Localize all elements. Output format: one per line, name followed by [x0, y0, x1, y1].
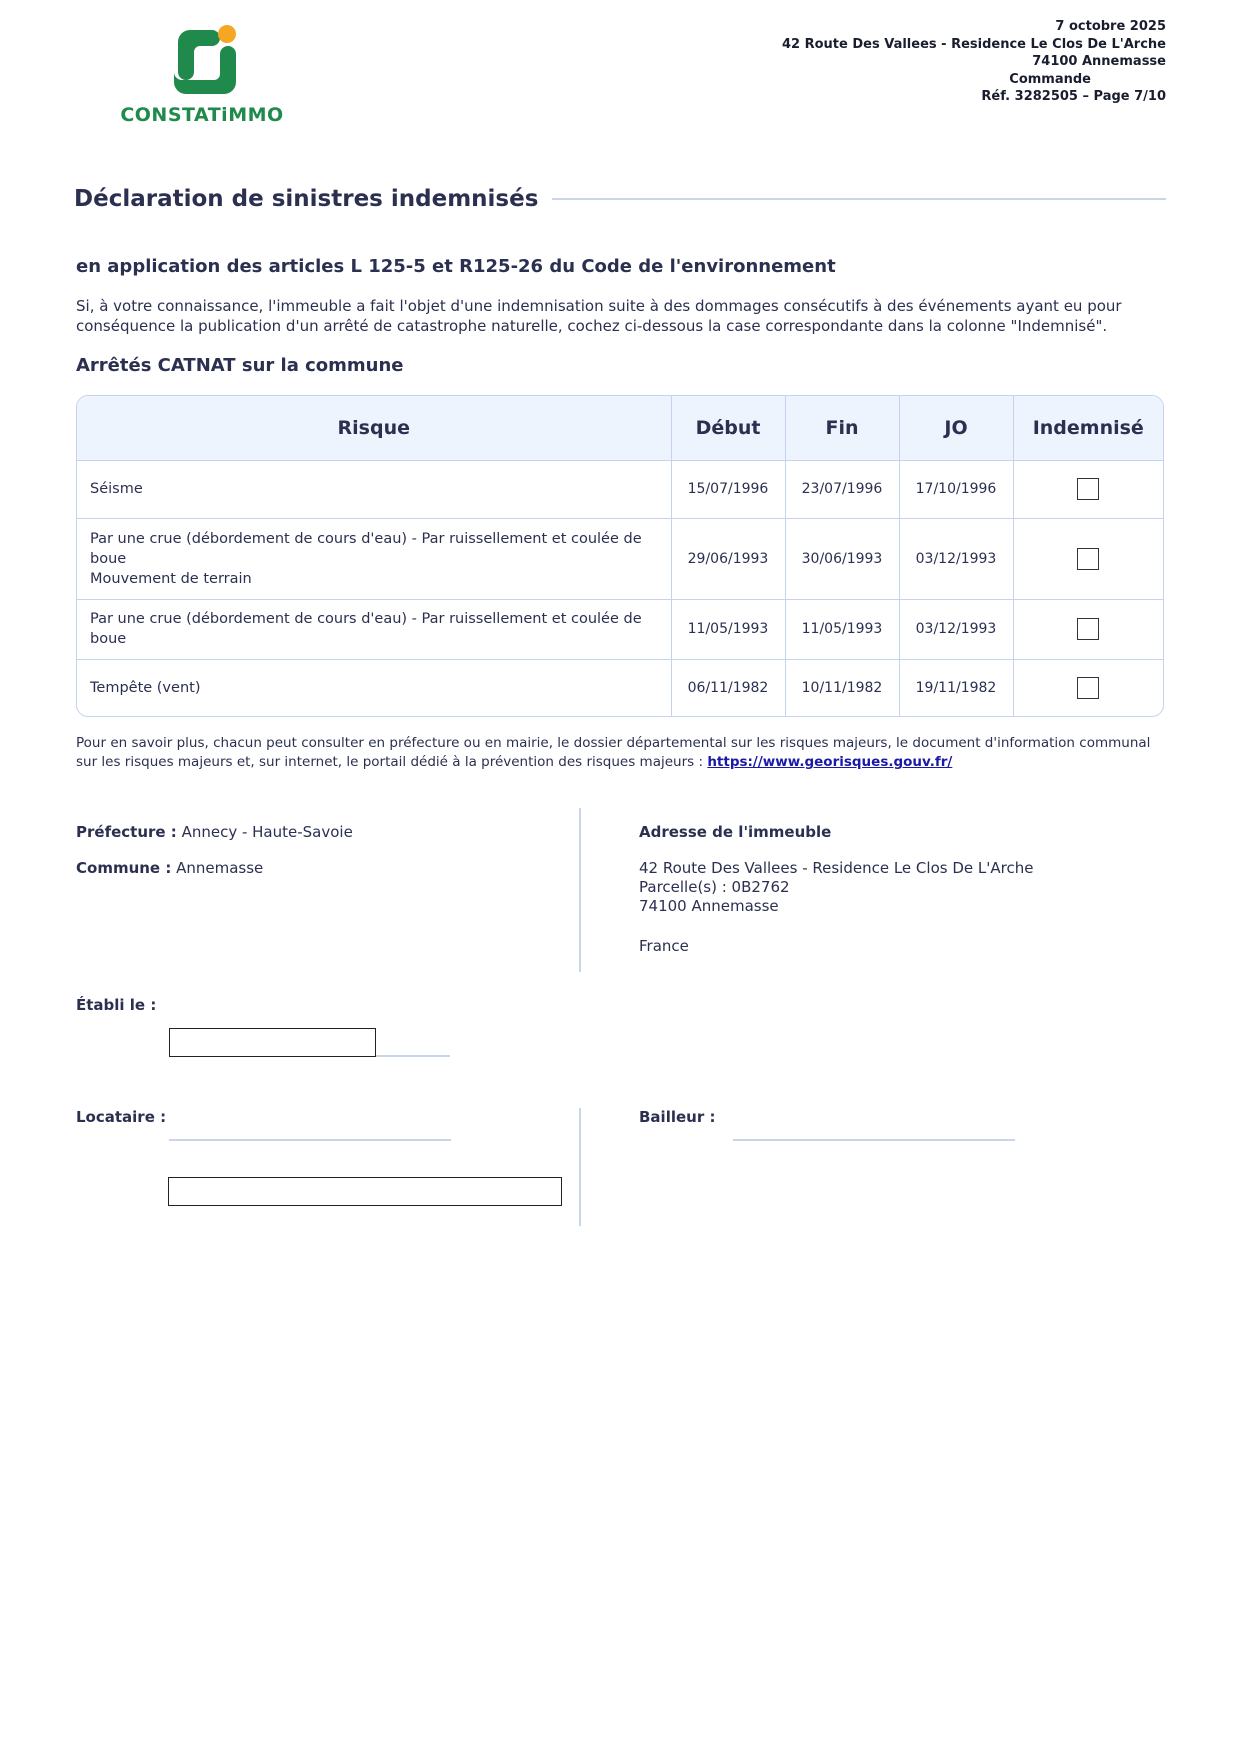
risk-cell: [77, 518, 671, 599]
commune-value: Annemasse: [171, 859, 264, 877]
bailleur-label: Bailleur :: [639, 1108, 716, 1126]
fin-cell: 11/05/1993: [785, 599, 899, 659]
intro-text: Si, à votre connaissance, l'immeuble a fait l'objet d'une indemnisation suite à des dommages consécutifs à des événements ayant eu pour conséquence la publication d'un arrêté de catastrophe naturelle, cochez ci-dessous la case correspondante dans la colonne "Indemnisé".: [76, 297, 1122, 335]
commune-label: Commune :: [76, 859, 172, 877]
company-logo: [118, 18, 286, 128]
document-header-info: [782, 18, 1166, 106]
page-subtitle: en application des articles L 125-5 et R125-26 du Code de l'environnement: [76, 256, 836, 277]
address-block: [639, 859, 1033, 916]
jo-cell: 17/10/1996: [899, 460, 1013, 518]
risk-name: Séisme: [90, 481, 143, 497]
locataire-label: Locataire :: [76, 1108, 167, 1126]
address-city: 74100 Annemasse: [639, 897, 779, 915]
indemnise-cell: [1013, 599, 1163, 659]
table-row: [77, 518, 1163, 599]
risk-cell: [77, 599, 671, 659]
locataire-input[interactable]: [168, 1177, 562, 1206]
address-line: 42 Route Des Vallees - Residence Le Clos De L'Arche: [639, 859, 1034, 877]
header-reference: Réf. 3282505 – Page 7/10: [981, 89, 1166, 104]
indemnise-checkbox[interactable]: [1077, 548, 1099, 570]
indemnise-cell: [1013, 659, 1163, 716]
jo-cell: 03/12/1993: [899, 518, 1013, 599]
section-title: Arrêtés CATNAT sur la commune: [76, 355, 404, 376]
header-fin: Fin: [785, 396, 899, 460]
catnat-table: [76, 395, 1164, 717]
debut-cell: 29/06/1993: [671, 518, 785, 599]
indemnise-cell: [1013, 518, 1163, 599]
header-jo: JO: [899, 396, 1013, 460]
bailleur-signature-line: [733, 1139, 1015, 1141]
info-note: [76, 734, 1166, 772]
jo-cell: 03/12/1993: [899, 599, 1013, 659]
indemnise-checkbox[interactable]: [1077, 677, 1099, 699]
risk-cell: [77, 659, 671, 716]
fin-cell: 30/06/1993: [785, 518, 899, 599]
indemnise-checkbox[interactable]: [1077, 618, 1099, 640]
commune-field: [76, 859, 263, 877]
etabli-label: Établi le :: [76, 996, 157, 1014]
prefecture-value: Annecy - Haute-Savoie: [176, 823, 353, 841]
debut-cell: 11/05/1993: [671, 599, 785, 659]
column-divider: [579, 808, 581, 972]
table-row: [77, 599, 1163, 659]
header-city: 74100 Annemasse: [1032, 54, 1166, 69]
risk-name: Tempête (vent): [90, 679, 201, 696]
page-title: Déclaration de sinistres indemnisés: [74, 186, 539, 212]
fin-cell: 23/07/1996: [785, 460, 899, 518]
prefecture-label: Préfecture :: [76, 823, 177, 841]
prefecture-field: [76, 823, 353, 841]
fin-cell: 10/11/1982: [785, 659, 899, 716]
table-row: [77, 659, 1163, 716]
header-debut: Début: [671, 396, 785, 460]
header-indemnise: Indemnisé: [1013, 396, 1163, 460]
header-risque: Risque: [77, 396, 671, 460]
brand-name: CONSTATiMMO: [120, 104, 284, 126]
table-row: [77, 460, 1163, 518]
address-title: Adresse de l'immeuble: [639, 823, 832, 841]
jo-cell: 19/11/1982: [899, 659, 1013, 716]
page-title-row: [74, 186, 1166, 212]
locataire-signature-line: [169, 1139, 451, 1141]
etabli-signature-line: [376, 1055, 450, 1057]
info-note-text: Pour en savoir plus, chacun peut consulter en préfecture ou en mairie, le dossier départemental sur les risques majeurs, le document d'information communal sur les risques majeurs et, sur internet, le portail dédié à la prévention des risques majeurs :: [76, 735, 1151, 770]
etabli-date-input[interactable]: [169, 1028, 376, 1057]
column-divider: [579, 1108, 581, 1226]
georisques-link[interactable]: https://www.georisques.gouv.fr/: [707, 754, 953, 770]
debut-cell: 06/11/1982: [671, 659, 785, 716]
risk-name: Mouvement de terrain: [90, 570, 252, 587]
parcel-number: Parcelle(s) : 0B2762: [639, 878, 790, 896]
risk-name: Par une crue (débordement de cours d'eau) - Par ruissellement et coulée de boue: [90, 530, 642, 567]
indemnise-checkbox[interactable]: [1077, 478, 1099, 500]
table-header-row: [77, 396, 1163, 460]
header-order-label: Commande: [1009, 71, 1091, 87]
indemnise-cell: [1013, 460, 1163, 518]
document-date: 7 octobre 2025: [1055, 19, 1166, 34]
risk-cell: [77, 460, 671, 518]
debut-cell: 15/07/1996: [671, 460, 785, 518]
header-address: 42 Route Des Vallees - Residence Le Clos De L'Arche: [781, 36, 1166, 52]
title-divider: [552, 198, 1166, 200]
ci-logo-icon: [160, 22, 240, 102]
address-country: France: [639, 937, 689, 955]
risk-name: Par une crue (débordement de cours d'eau) - Par ruissellement et coulée de boue: [90, 611, 642, 647]
